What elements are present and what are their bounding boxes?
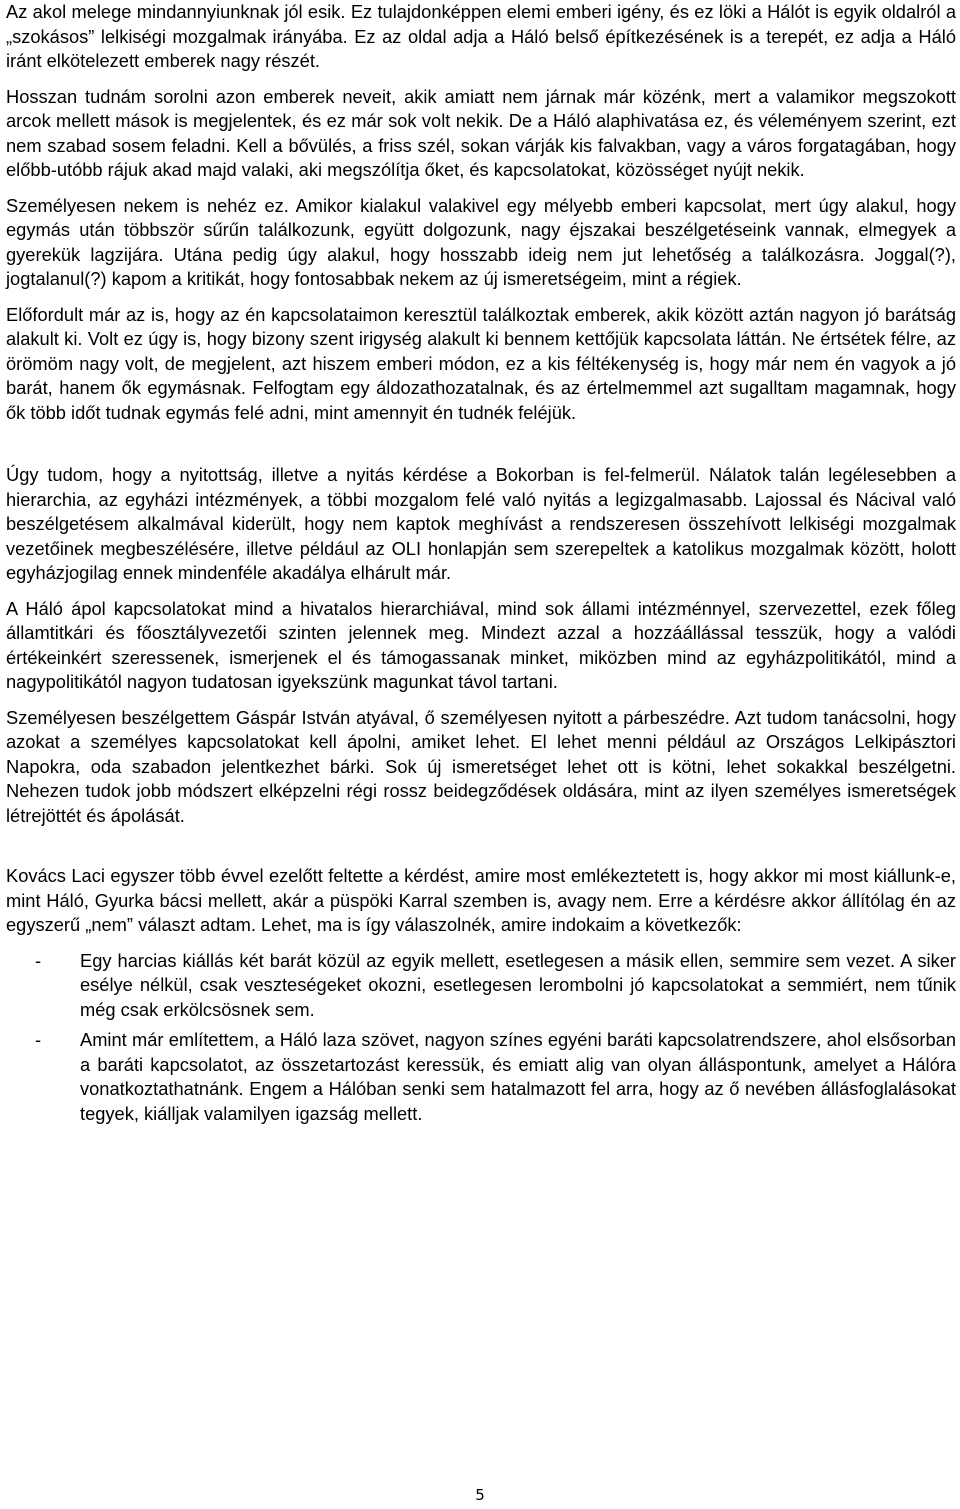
paragraph-halo-kapcsolatok: A Háló ápol kapcsolatokat mind a hivatalos hierarchiával, mind sok állami intézménnyel, szervezettel, ezek főleg államtitkári és főosztályvezetői szinten jelennek meg. Mindezt azzal a hozzáállással tesszük, hogy a valódi értékeinkért szeressenek, ismerjenek el és támogassanak minket, miközben mind az egyházpolitikától, mind a nagypolitikától nagyon tudatosan igyekszünk magunkat távol tartani. — [6, 597, 956, 692]
paragraph-akol-melege: Az akol melege mindannyiunknak jól esik. Ez tulajdonképpen elemi emberi igény, és ez löki a Hálót is egyik oldalról a „szokásos” lelkiségi mozgalmak irányába. Ez az oldal adja a Háló belső építkezésének is a terepét, ez adja a Háló iránt elkötelezett emberek nagy részét. — [6, 1, 956, 71]
section-spacer — [6, 828, 956, 864]
list-item-text: Amint már említettem, a Háló laza szövet, nagyon színes egyéni baráti kapcsolatrendszere, ahol elsősorban a baráti kapcsolatot, az összetartozást keressük, és emiatt alig van olyan álláspontunk, amelyet a Hálóra vonatkoztathatnánk. Engem a Hálóban senki sem hatalmazott fel arra, hogy az ő nevében állásfoglalásokat tegyek, kiálljak valamilyen igazság mellett. — [80, 1029, 956, 1124]
list-item — [6, 1028, 956, 1126]
reasons-list — [6, 949, 956, 1127]
paragraph-szemelyesen-nekem: Személyesen nekem is nehéz ez. Amikor kialakul valakivel egy mélyebb emberi kapcsolat, mert úgy alakul, hogy egymás után többször sűrűn találkozunk, együtt dolgozunk, nagy éjszakai beszélgetéseink vannak, elmegyek a gyerekük lagzijára. Utána pedig úgy alakul, hogy hosszabb ideig nem jut lehetőség a találkozásra. Joggal(?), jogtalanul(?) kapom a kritikát, hogy fontosabbak nekem az új ismeretségeim, mint a régiek. — [6, 194, 956, 289]
paragraph-gaspar-istvan: Személyesen beszélgettem Gáspár István atyával, ő személyesen nyitott a párbeszédre. Azt tudom tanácsolni, hogy azokat a személyes kapcsolatokat kell ápolni, amiket lehet. El lehet menni például az Országos Lelkipásztori Napokra, oda szabadon jelentkezhet bárki. Sok új ismeretséget lehet ott is kötni, lehet sokakkal beszélgetni. Nehezen tudok jobb módszert elképzelni régi rossz beidegződések oldására, mint az ilyen személyes ismeretségek létrejöttét és ápolását. — [6, 706, 956, 826]
paragraph-nyitottsag: Úgy tudom, hogy a nyitottság, illetve a nyitás kérdése a Bokorban is fel-felmerül. Nálatok talán legélesebben a hierarchia, az egyházi intézmények, a többi mozgalom felé való nyitás a legizgalmasabb. Lajossal és Nácival való beszélgetésem alkalmával kiderült, hogy nem kaptok meghívást a rendszeresen összehívott lelkiségi mozgalmak vezetőinek megbeszélésére, illetve például az OLI honlapján sem szerepeltek a katolikus mozgalmak között, holott egyházjogilag ennek mindenféle akadálya elhárult már. — [6, 464, 956, 583]
list-item — [6, 949, 956, 1023]
document-body — [6, 0, 956, 1132]
page-number: 5 — [475, 1486, 485, 1504]
list-bullet: - — [35, 1029, 42, 1050]
list-item-text: Egy harcias kiállás két barát közül az egyik mellett, esetlegesen a másik ellen, semmire sem vezet. A siker esélye nélkül, csak veszteségeket okozni, esetlegesen lerombolni jó kapcsolatokat a semmiért, nem tűnik még csak erkölcsösnek sem. — [80, 949, 956, 1020]
paragraph-elofordult: Előfordult már az is, hogy az én kapcsolataimon keresztül találkoztak emberek, akik között aztán nagyon jó barátság alakult ki. Volt ez úgy is, hogy bizony szent irigység alakult ki bennem kettőjük kapcsolata láttán. Ne értsétek félre, az örömöm nagy volt, de megjelent, azt hiszem emberi módon, ez a kis féltékenység is, hogy már nem én vagyok a jó barát, hanem ők egymásnak. Felfogtam egy áldozathozatalnak, és az értelmemmel azt sugalltam magamnak, hogy ők több időt tudnak egymás felé adni, mint amennyit én tudnék feléjük. — [6, 303, 956, 423]
section-spacer — [6, 425, 956, 463]
paragraph-hosszan-tudnam: Hosszan tudnám sorolni azon emberek neveit, akik amiatt nem járnak már közénk, mert a valamikor megszokott arcok mellett mások is megjelentek, és ez már sok volt nekik. De a Háló alaphivatása ez, és véleményem szerint, ezt nem szabad sosem feladni. Kell a bővülés, a friss szél, sokan várják kis falvakban, vagy a város forgatagában, hogy előbb-utóbb rájuk akad majd valaki, aki megszólítja őket, és kapcsolatokat, közösséget nyújt nekik. — [6, 85, 956, 180]
paragraph-kovacs-laci: Kovács Laci egyszer több évvel ezelőtt feltette a kérdést, amire most emlékeztetett is, hogy akkor mi most kiállunk-e, mint Háló, Gyurka bácsi mellett, akár a püspöki Karral szemben is, avagy nem. Erre a kérdésre akkor állítólag én az egyszerű „nem” választ adtam. Lehet, ma is így válaszolnék, amire indokaim a következők: — [6, 865, 956, 935]
list-bullet: - — [35, 949, 42, 971]
